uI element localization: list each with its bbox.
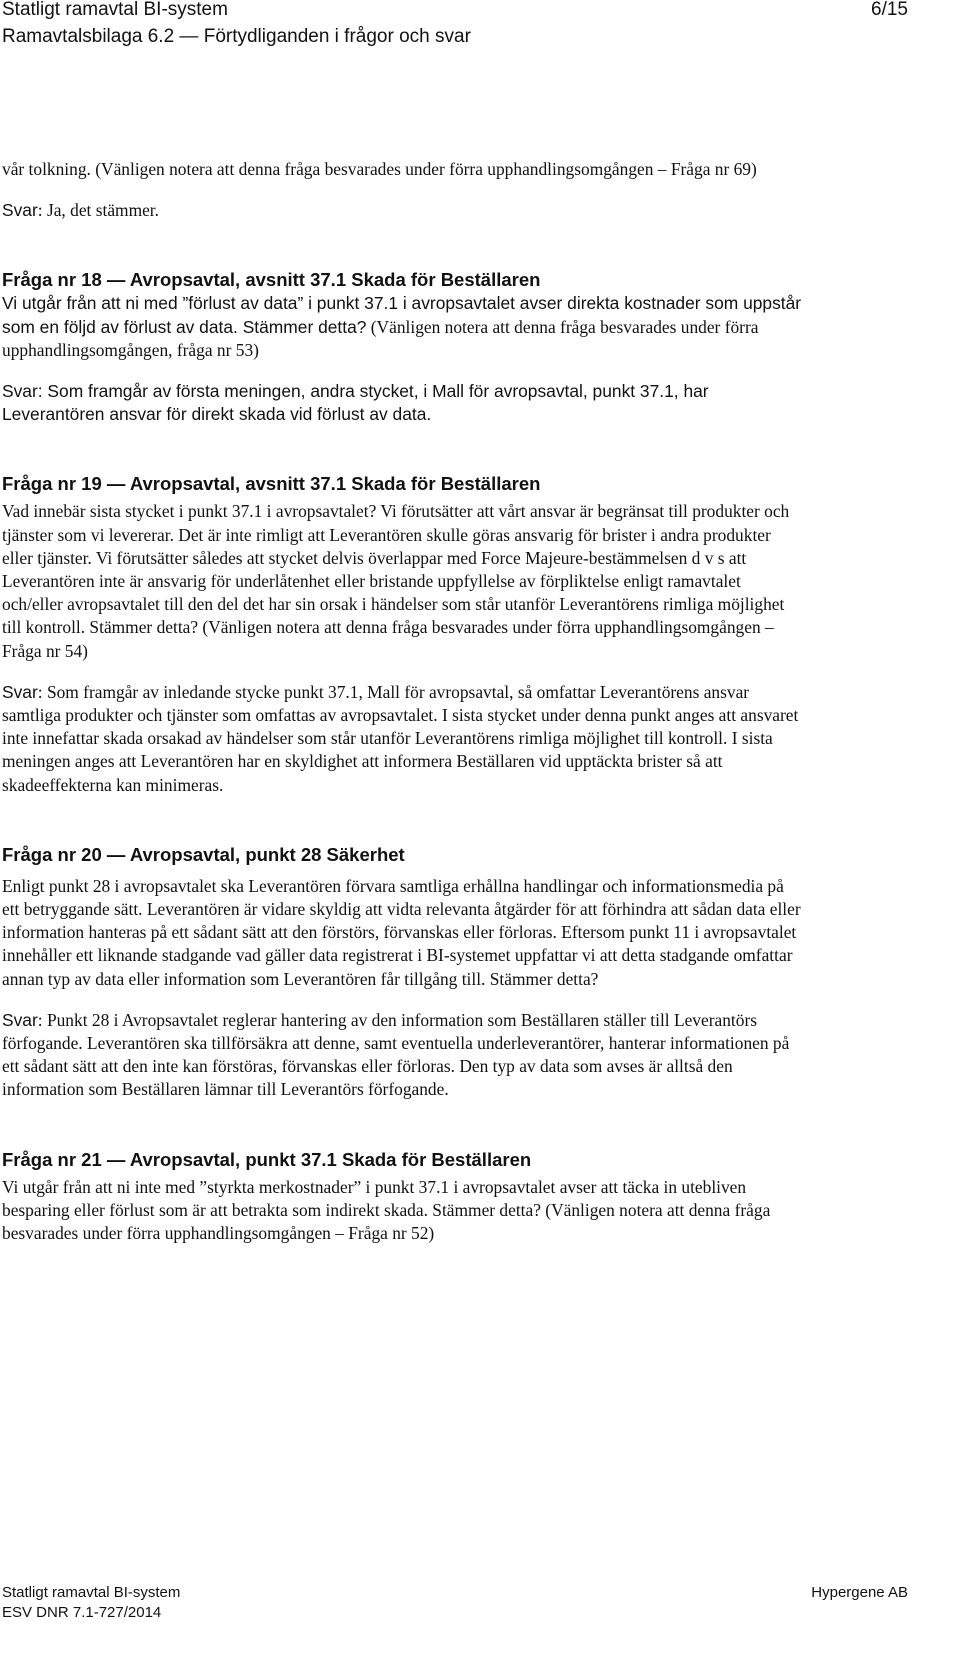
page-header bbox=[0, 0, 960, 60]
question-paragraph-19 bbox=[2, 500, 802, 662]
header-title: Statligt ramavtal BI-system bbox=[2, 0, 228, 20]
answer-text: : Ja, det stämmer. bbox=[37, 200, 159, 221]
footer-company: Hypergene AB bbox=[811, 1584, 908, 1601]
page-number: 6/15 bbox=[871, 0, 908, 20]
question-heading-20: Fråga nr 20 — Avropsavtal, punkt 28 Säkerhet bbox=[2, 843, 405, 865]
question-heading-21: Fråga nr 21 — Avropsavtal, punkt 37.1 Skada för Beställaren bbox=[2, 1148, 532, 1170]
answer-text-19: : Som framgår av inledande stycke punkt 37.1, Mall för avropsavtal, så omfattar Leverantörens ansvar samtliga produkter och tjänster som omfattas av avropsavtalet. I sista stycket under denna punkt anges att ansvaret inte innefattar skada orsakad av händelser som står utanför Leverantörens rimliga möjlighet till kontroll. I sista meningen anges att Leverantören har en skyldighet att informera Beställaren vid upptäckta brister så att skadeeffekterna kan minimeras. bbox=[2, 681, 799, 795]
question-text-18: Vi utgår från att ni med ”förlust av data” i punkt 37.1 i avropsavtalet avser direkta kostnader som uppstår som en följd av förlust av data. Stämmer detta? bbox=[2, 293, 802, 337]
question-note-18: (Vänligen notera att denna fråga besvarades under förra upphandlingsomgången, fråga nr 53) bbox=[2, 316, 759, 360]
question-paragraph-21 bbox=[2, 1176, 802, 1246]
question-text-19: Vad innebär sista stycket i punkt 37.1 i avropsavtalet? Vi förutsätter att vårt ansvar är begränsat till produkter och tjänster som vi levererar. Det är inte rimligt att Leverantören skulle göras ansvarig för brister i andra produkter eller tjänster. Vi förutsätter således att stycket delvis överlappar med Force Majeure-bestämmelsen d v s att Leverantören inte är ansvarig för underlåtenhet eller bristande uppfyllelse av förpliktelse enligt ramavtalet och/eller avropsavtalet till den del det har sin orsak i händelser som står utanför Leverantörens rimliga möjlighet till kontroll. Stämmer detta? (Vänligen notera att denna fråga besvarades under förra upphandlingsomgången – Fråga nr 54) bbox=[2, 501, 790, 661]
svar-label: Svar bbox=[2, 200, 38, 221]
question-text-21: Vi utgår från att ni inte med ”styrkta merkostnader” i punkt 37.1 i avropsavtalet avser att täcka in utebliven besparing eller förlust som är att betrakta som indirekt skada. Stämmer detta? (Vänligen notera att denna fråga besvarades under förra upphandlingsomgången – Fråga nr 52) bbox=[2, 1176, 771, 1244]
question-text-20: Enligt punkt 28 i avropsavtalet ska Leverantören förvara samtliga erhållna handlingar och informationsmedia på ett betryggande sätt. Leverantören är vidare skyldig att vidta relevanta åtgärder för att förhindra att sådan data eller information hanteras på ett sådant sätt att den förstörs, förvanskas eller förloras. Eftersom punkt 11 i avropsavtalet innehåller ett liknande stadgande vad gäller data registrerat i BI-systemet uppfattar vi att detta stadgande omfattar annan typ av data eller information som Leverantören får tillgång till. Stämmer detta? bbox=[2, 875, 801, 989]
answer-text-20: : Punkt 28 i Avropsavtalet reglerar hantering av den information som Beställaren ställer till Leverantörs förfogande. Leverantören ska tillförsäkra att denne, samt eventuella underleverantörer, hanterar informationen på ett sådant sätt att den inte kan förstöras, förvanskas eller förloras. Den typ av data som avses är alltså den information som Beställaren lämnar till Leverantörs förfogande. bbox=[2, 1009, 790, 1100]
page-footer bbox=[0, 1580, 960, 1653]
question-paragraph-18 bbox=[2, 292, 802, 362]
footer-title: Statligt ramavtal BI-system bbox=[2, 1584, 181, 1601]
svar-label: Svar bbox=[2, 381, 38, 402]
continued-paragraph bbox=[2, 158, 802, 181]
question-paragraph-20 bbox=[2, 875, 802, 991]
footer-reference: ESV DNR 7.1-727/2014 bbox=[2, 1604, 162, 1621]
svar-label: Svar bbox=[2, 1009, 38, 1030]
document-body bbox=[2, 158, 802, 1245]
header-subtitle: Ramavtalsbilaga 6.2 — Förtydliganden i frågor och svar bbox=[2, 26, 471, 47]
continued-text: vår tolkning. (Vänligen notera att denna fråga besvarades under förra upphandlingsomgången – Fråga nr 69) bbox=[2, 159, 757, 179]
answer-paragraph-18 bbox=[2, 380, 802, 426]
question-heading-19: Fråga nr 19 — Avropsavtal, avsnitt 37.1 Skada för Beställaren bbox=[2, 473, 541, 495]
answer-paragraph-20 bbox=[2, 1009, 802, 1102]
svar-label: Svar bbox=[2, 681, 38, 702]
question-heading-18: Fråga nr 18 — Avropsavtal, avsnitt 37.1 Skada för Beställaren bbox=[2, 269, 541, 291]
answer-paragraph-19 bbox=[2, 681, 802, 797]
answer-paragraph bbox=[2, 199, 802, 222]
answer-text-18: : Som framgår av första meningen, andra stycket, i Mall för avropsavtal, punkt 37.1, har Leverantören ansvar för direkt skada vid förlust av data. bbox=[2, 381, 709, 425]
